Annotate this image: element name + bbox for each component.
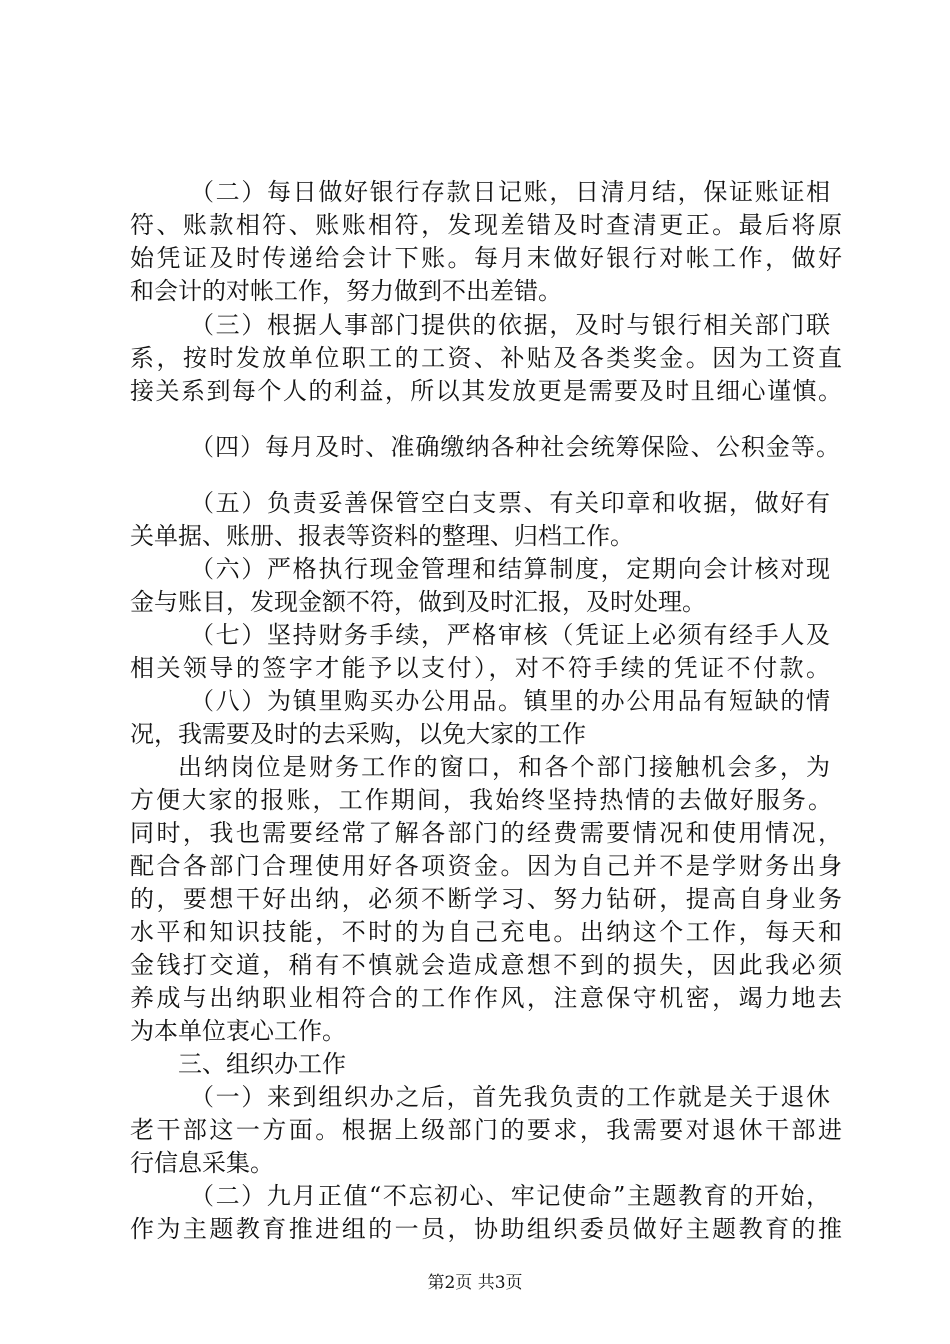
text-line: 接关系到每个人的利益，所以其发放更是需要及时且细心谨慎。	[130, 377, 842, 405]
text-line: 作为主题教育推进组的一员，协助组织委员做好主题教育的推	[130, 1215, 842, 1243]
text-line: 相关领导的签字才能予以支付），对不符手续的凭证不付款。	[130, 654, 830, 682]
text-line: 和会计的对帐工作，努力做到不出差错。	[130, 277, 562, 305]
text-line: 老干部这一方面。根据上级部门的要求，我需要对退休干部进	[130, 1116, 842, 1144]
text-line: （八）为镇里购买办公用品。镇里的办公用品有短缺的情	[190, 687, 830, 715]
text-line: 方便大家的报账，工作期间，我始终坚持热情的去做好服务。	[130, 786, 832, 814]
text-line: （五）负责妥善保管空白支票、有关印章和收据，做好有	[190, 489, 830, 517]
text-line: 的，要想干好出纳，必须不断学习、努力钻研，提高自身业务	[130, 885, 842, 913]
text-line: （二）九月正值“不忘初心、牢记使命”主题教育的开始，	[190, 1182, 830, 1210]
text-line: 行信息采集。	[130, 1149, 274, 1177]
text-line: 养成与出纳职业相符合的工作作风，注意保守机密，竭力地去	[130, 984, 842, 1012]
text-line: 为本单位衷心工作。	[130, 1017, 346, 1045]
text-line: （四）每月及时、准确缴纳各种社会统筹保险、公积金等。	[190, 433, 840, 461]
text-line: 配合各部门合理使用好各项资金。因为自己并不是学财务出身	[130, 852, 842, 880]
section-heading: 三、组织办工作	[178, 1050, 346, 1078]
text-line: （一）来到组织办之后，首先我负责的工作就是关于退休	[190, 1083, 830, 1111]
text-line: 关单据、账册、报表等资料的整理、归档工作。	[130, 522, 634, 550]
text-line: 出纳岗位是财务工作的窗口，和各个部门接触机会多，为	[178, 753, 830, 781]
text-line: 水平和知识技能，不时的为自己充电。出纳这个工作，每天和	[130, 918, 842, 946]
text-line: 况，我需要及时的去采购，以免大家的工作	[130, 720, 586, 748]
text-line: （二）每日做好银行存款日记账，日清月结，保证账证相	[190, 178, 830, 206]
text-line: （七）坚持财务手续，严格审核（凭证上必须有经手人及	[190, 621, 830, 649]
text-line: 系，按时发放单位职工的工资、补贴及各类奖金。因为工资直	[130, 344, 842, 372]
text-line: （六）严格执行现金管理和结算制度，定期向会计核对现	[190, 555, 830, 583]
text-line: 符、账款相符、账账相符，发现差错及时查清更正。最后将原	[130, 211, 842, 239]
text-line: 金与账目，发现金额不符，做到及时汇报，及时处理。	[130, 588, 706, 616]
text-line: 金钱打交道，稍有不慎就会造成意想不到的损失，因此我必须	[130, 951, 842, 979]
text-line: 同时，我也需要经常了解各部门的经费需要情况和使用情况，	[130, 819, 842, 847]
text-line: （三）根据人事部门提供的依据，及时与银行相关部门联	[190, 311, 830, 339]
text-line: 始凭证及时传递给会计下账。每月末做好银行对帐工作，做好	[130, 244, 842, 272]
page-number-footer: 第2页 共3页	[427, 1273, 523, 1293]
